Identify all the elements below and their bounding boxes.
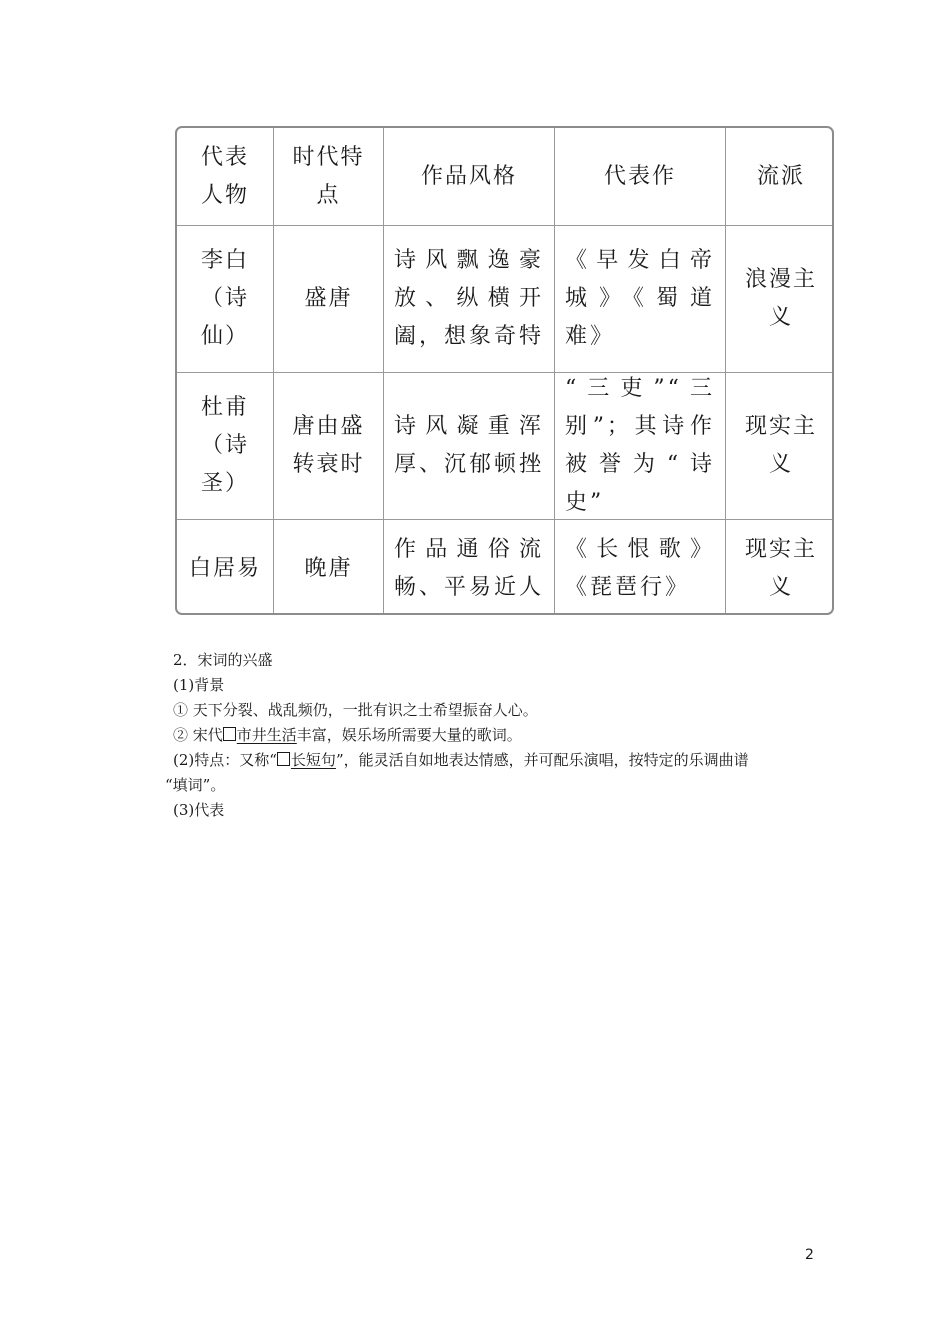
blank-box-icon — [223, 727, 236, 741]
table-header-cell: 流派 — [726, 128, 834, 226]
table-cell: 李白 （诗仙） — [177, 226, 274, 373]
feature-continuation: “填词”。 — [165, 776, 226, 794]
blank-box-icon — [277, 752, 290, 766]
table-cell: 《早发白帝城》《蜀道难》 — [555, 226, 726, 373]
feature-prefix: (2)特点：又称“ — [173, 751, 277, 769]
table-cell: “三吏”“三别”；其诗作被誉为“诗史” — [555, 373, 726, 520]
table-cell: 杜甫 （诗圣） — [177, 373, 274, 520]
table-cell: 作品通俗流畅、平易近人 — [384, 520, 555, 615]
section-text — [165, 648, 825, 823]
section-heading: 2．宋词的兴盛 — [173, 651, 273, 669]
feature-blank-answer: 长短句 — [290, 751, 336, 769]
table-header-cell: 代表作 — [555, 128, 726, 226]
table-cell: 唐由盛 转衰时 — [274, 373, 384, 520]
page-number: 2 — [805, 1247, 814, 1263]
feature-suffix: ”，能灵活自如地表达情感，并可配乐演唱，按特定的乐调曲谱 — [335, 751, 749, 769]
background-point-1: ① 天下分裂、战乱频仍，一批有识之士希望振奋人心。 — [173, 701, 538, 719]
fill-blank — [223, 726, 297, 744]
table-header-cell: 作品风格 — [384, 128, 555, 226]
table-cell: 现实主义 — [726, 373, 834, 520]
table-cell: 晚唐 — [274, 520, 384, 615]
table-cell: 诗风凝重浑厚、沉郁顿挫 — [384, 373, 555, 520]
table-cell: 浪漫主义 — [726, 226, 834, 373]
point2-blank-answer: 市井生活 — [236, 726, 297, 744]
table-cell: 《长恨歌》《琵琶行》 — [555, 520, 726, 615]
table-header-cell: 代表 人物 — [177, 128, 274, 226]
point2-suffix: 丰富，娱乐场所需要大量的歌词。 — [296, 726, 522, 744]
fill-blank — [277, 751, 336, 769]
poets-table — [175, 126, 834, 615]
point2-prefix: ② 宋代 — [173, 726, 223, 744]
background-label: (1)背景 — [173, 676, 225, 694]
table-cell: 白居易 — [177, 520, 274, 615]
table-header-cell: 时代特点 — [274, 128, 384, 226]
table-cell: 盛唐 — [274, 226, 384, 373]
background-point-2 — [165, 723, 825, 748]
representative-label: (3)代表 — [173, 801, 225, 819]
table-cell: 诗风飘逸豪放、纵横开阖，想象奇特 — [384, 226, 555, 373]
feature-line — [165, 748, 825, 773]
table-cell: 现实主义 — [744, 536, 817, 600]
